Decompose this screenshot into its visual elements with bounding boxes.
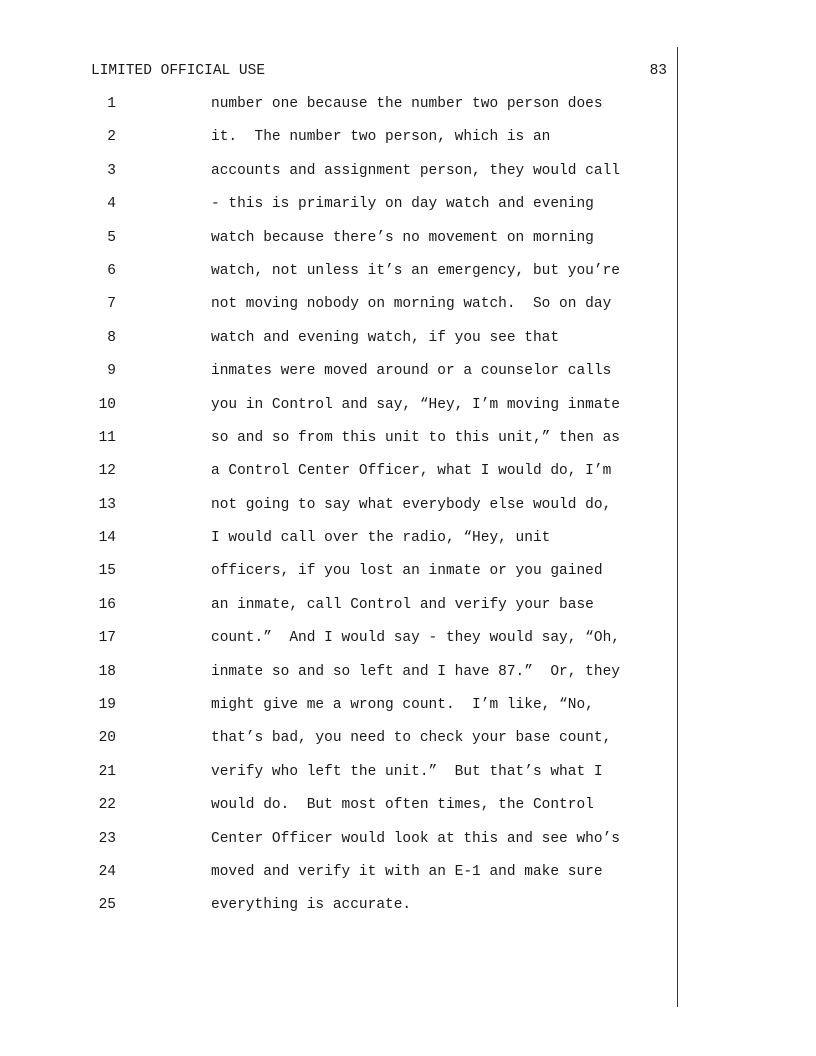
page-number: 83: [649, 63, 667, 79]
line-number: 14: [98, 530, 116, 547]
right-margin-rule: [677, 47, 678, 1007]
line-text: watch because there’s no movement on morning: [211, 229, 594, 246]
transcript-line: [0, 527, 676, 560]
transcript-line: [0, 394, 676, 427]
line-text: that’s bad, you need to check your base count,: [211, 730, 612, 747]
line-number: 7: [107, 296, 116, 313]
line-number: 4: [107, 196, 116, 213]
line-number: 23: [98, 830, 116, 847]
line-number: 15: [98, 563, 116, 580]
line-number: 12: [98, 463, 116, 480]
transcript-line: [0, 494, 676, 527]
line-number: 21: [98, 763, 116, 780]
page-header: [91, 62, 667, 80]
classification-label: LIMITED OFFICIAL USE: [91, 63, 266, 79]
line-text: would do. But most often times, the Control: [211, 797, 594, 814]
line-text: Center Officer would look at this and see who’s: [211, 830, 620, 847]
transcript-line: [0, 761, 676, 794]
transcript-line: [0, 193, 676, 226]
transcript-line: [0, 260, 676, 293]
line-number: 16: [98, 596, 116, 613]
line-text: watch and evening watch, if you see that: [211, 329, 560, 346]
line-number: 18: [98, 663, 116, 680]
line-text: an inmate, call Control and verify your base: [211, 596, 594, 613]
line-number: 17: [98, 630, 116, 647]
line-number: 13: [98, 496, 116, 513]
line-text: verify who left the unit.” But that’s what I: [211, 763, 603, 780]
transcript-lines: [0, 93, 676, 928]
line-number: 10: [98, 396, 116, 413]
transcript-line: [0, 627, 676, 660]
transcript-line: [0, 160, 676, 193]
transcript-line: [0, 560, 676, 593]
transcript-line: [0, 93, 676, 126]
line-number: 3: [107, 162, 116, 179]
transcript-line: [0, 126, 676, 159]
line-number: 19: [98, 697, 116, 714]
line-text: officers, if you lost an inmate or you gained: [211, 563, 603, 580]
line-number: 9: [107, 363, 116, 380]
line-text: number one because the number two person does: [211, 96, 603, 112]
line-number: 6: [107, 262, 116, 279]
line-text: a Control Center Officer, what I would do, I’m: [211, 463, 612, 480]
line-text: so and so from this unit to this unit,” then as: [211, 429, 620, 446]
line-number: 8: [107, 329, 116, 346]
transcript-line: [0, 427, 676, 460]
line-text: not moving nobody on morning watch. So on day: [211, 296, 612, 313]
line-text: accounts and assignment person, they would call: [211, 162, 620, 179]
line-text: you in Control and say, “Hey, I’m moving inmate: [211, 396, 620, 413]
line-text: might give me a wrong count. I’m like, “No,: [211, 697, 594, 714]
line-number: 1: [107, 96, 116, 112]
transcript-line: [0, 694, 676, 727]
line-text: not going to say what everybody else would do,: [211, 496, 612, 513]
transcript-line: [0, 227, 676, 260]
line-text: it. The number two person, which is an: [211, 129, 551, 146]
line-number: 25: [98, 897, 116, 914]
transcript-line: [0, 460, 676, 493]
transcript-line: [0, 794, 676, 827]
transcript-line: [0, 661, 676, 694]
line-number: 11: [98, 429, 116, 446]
transcript-line: [0, 327, 676, 360]
line-text: inmate so and so left and I have 87.” Or, they: [211, 663, 620, 680]
line-number: 2: [107, 129, 116, 146]
transcript-line: [0, 293, 676, 326]
transcript-line: [0, 360, 676, 393]
line-text: inmates were moved around or a counselor calls: [211, 363, 612, 380]
line-text: everything is accurate.: [211, 897, 412, 914]
line-number: 5: [107, 229, 116, 246]
transcript-line: [0, 894, 676, 927]
line-number: 20: [98, 730, 116, 747]
transcript-line: [0, 594, 676, 627]
line-number: 24: [98, 863, 116, 880]
transcript-line: [0, 828, 676, 861]
transcript-line: [0, 861, 676, 894]
line-text: moved and verify it with an E-1 and make sure: [211, 863, 603, 880]
line-text: watch, not unless it’s an emergency, but you’re: [211, 262, 620, 279]
line-text: count.” And I would say - they would say, “Oh,: [211, 630, 620, 647]
line-text: I would call over the radio, “Hey, unit: [211, 530, 551, 547]
line-number: 22: [98, 797, 116, 814]
transcript-line: [0, 727, 676, 760]
line-text: - this is primarily on day watch and evening: [211, 196, 594, 213]
